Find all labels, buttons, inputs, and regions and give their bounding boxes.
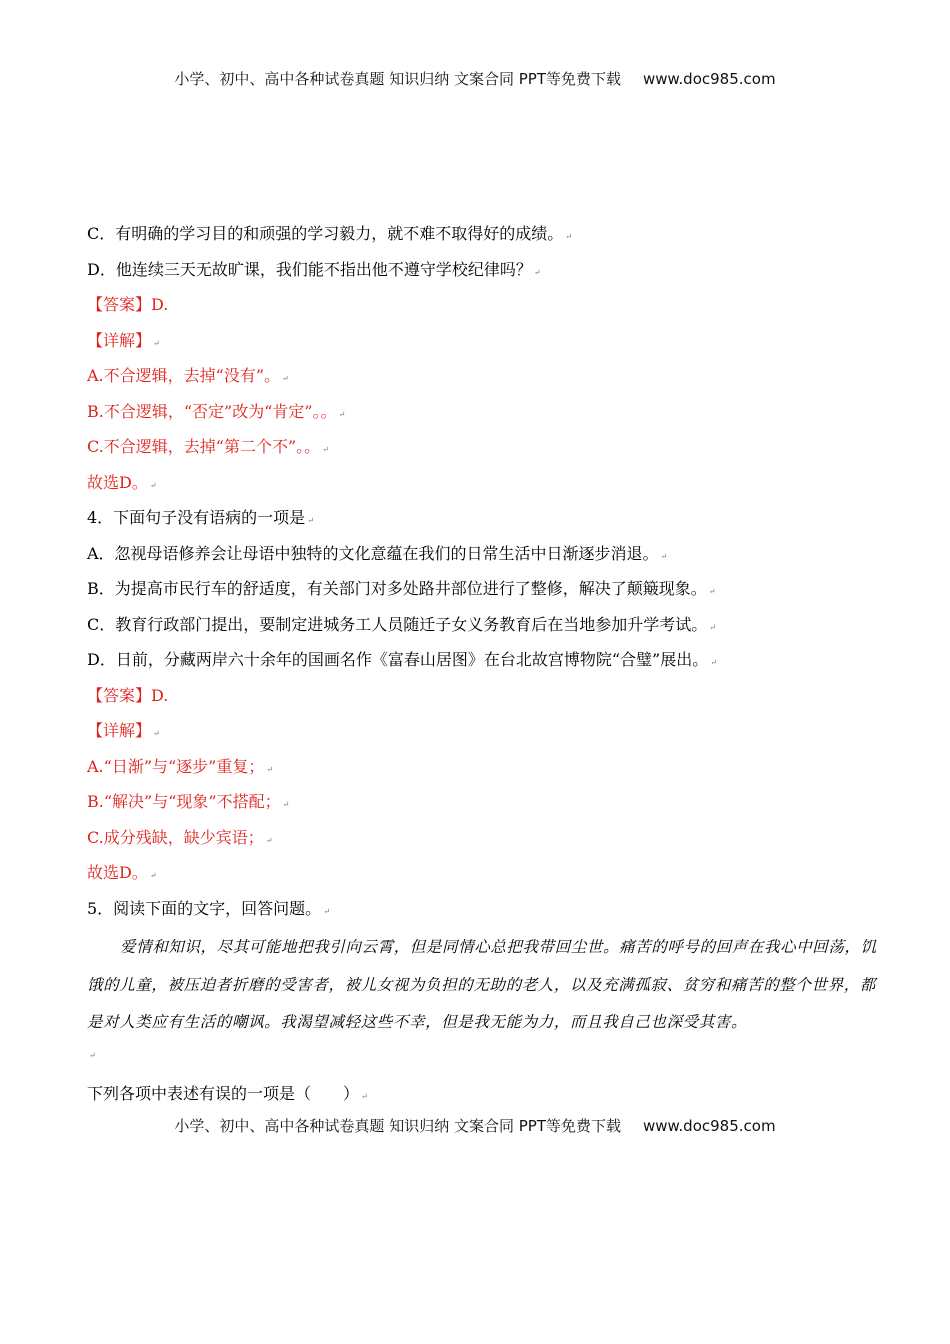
q3-detail-label: 【详解】 ↵ [87, 330, 160, 350]
q3-option-d: D．他连续三天无故旷课，我们能不指出他不遵守学校纪律吗？ ↵ [87, 259, 541, 279]
document-body [87, 216, 877, 1111]
q4-option-a: A．忽视母语修养会让母语中独特的文化意蕴在我们的日常生活中日渐逐步消退。 ↵ [87, 543, 668, 563]
q4-option-b: B．为提高市民行车的舒适度，有关部门对多处路井部位进行了整修，解决了颠簸现象。 ↵ [87, 579, 716, 598]
q3-option-c: C．有明确的学习目的和顽强的学习毅力，就不难不取得好的成绩。 ↵ [87, 224, 572, 243]
q4-option-c: C．教育行政部门提出，要制定进城务工人员随迁子女义务教育后在当地参加升学考试。 ↵ [87, 614, 716, 634]
q3-conclusion: 故选D。 ↵ [87, 472, 157, 492]
q4-detail-label: 【详解】 ↵ [87, 721, 160, 740]
q4-stem: 4．下面句子没有语病的一项是 ↵ [87, 508, 314, 527]
page-footer [0, 1115, 950, 1136]
q4-conclusion: 故选D。 ↵ [87, 863, 157, 882]
footer-text: 小学、初中、高中各种试卷真题 知识归纳 文案合同 PPT等免费下载 [174, 1117, 621, 1135]
q3-detail-a: A.不合逻辑，去掉“没有”。 ↵ [87, 366, 289, 385]
q5-stem: 5．阅读下面的文字，回答问题。 ↵ [87, 898, 330, 918]
spacer [87, 1064, 877, 1076]
q5-question: 下列各项中表述有误的一项是（ ） ↵ [87, 1083, 368, 1103]
header-text: 小学、初中、高中各种试卷真题 知识归纳 文案合同 PPT等免费下载 [174, 70, 621, 88]
q4-option-d: D．日前，分藏两岸六十余年的国画名作《富春山居图》在台北故宫博物院“合璧”展出。 ↵ [87, 650, 717, 669]
q5-passage-end-mark: ↵ [89, 1050, 96, 1060]
q4-detail-b: B.“解决”与“现象”不搭配； ↵ [87, 792, 290, 811]
q4-answer: 【答案】D. [87, 685, 169, 705]
q4-detail-a: A.“日渐”与“逐步”重复； ↵ [87, 756, 274, 776]
page-header [0, 68, 950, 89]
q3-detail-c: C.不合逻辑，去掉“第二个不”。。 ↵ [87, 437, 329, 456]
q5-passage: 爱情和知识，尽其可能地把我引向云霄，但是同情心总把我带回尘世。痛苦的呼号的回声在我心中回荡，饥饿的儿童，被压迫者折磨的受害者，被儿女视为负担的无助的老人，以及充满孤寂、贫穷和痛苦的整个世界，都是对人类应有生活的嘲讽。我渴望减轻这些不幸，但是我无能为力，而且我自己也深受其害。 [87, 938, 877, 1031]
header-url[interactable]: www.doc985.com [642, 70, 776, 88]
q3-detail-b: B.不合逻辑，“否定”改为“肯定”。。 ↵ [87, 401, 346, 421]
footer-url[interactable]: www.doc985.com [642, 1117, 776, 1135]
q4-detail-c: C.成分残缺，缺少宾语； ↵ [87, 827, 273, 847]
q3-answer: 【答案】D. [87, 295, 169, 314]
